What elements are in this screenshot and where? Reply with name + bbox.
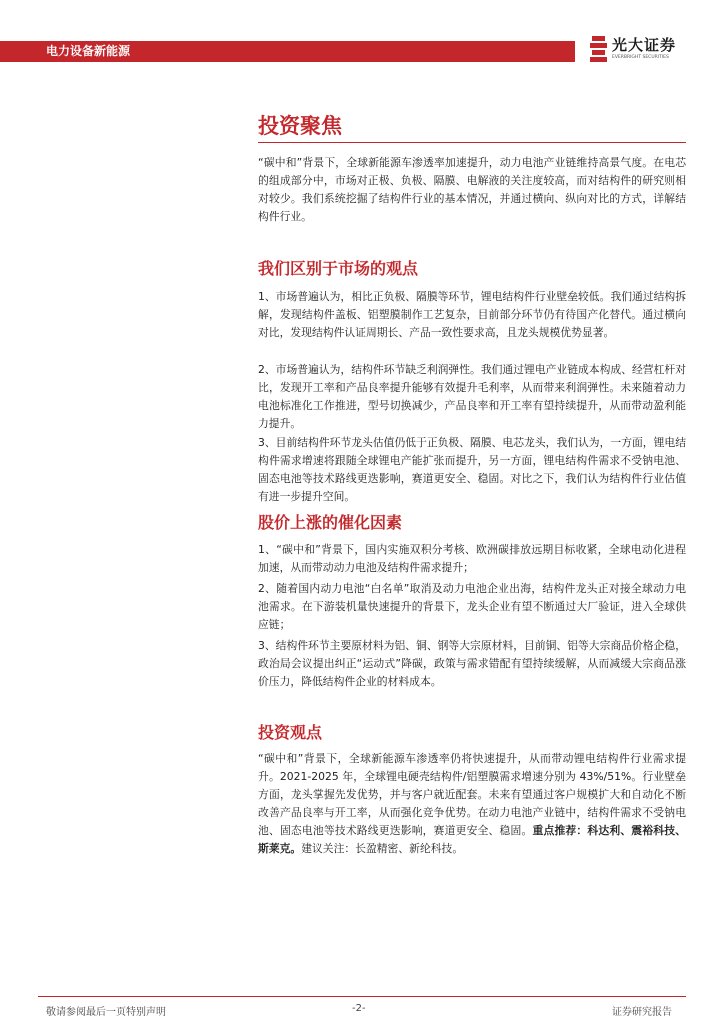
differentiated-view-3: 3、目前结构件环节龙头估值仍低于正负极、隔膜、电芯龙头，我们认为，一方面，锂电结构件需求增速将跟随全球锂电产能扩张而提升，另一方面，锂电结构件需求不受钠电池、固态电池等技术路线更迭影响，赛道更安全、稳固。对比之下，我们认为结构件行业估值有进一步提升空间。 [258, 436, 686, 503]
header-section-label: 电力设备新能源 [46, 44, 131, 58]
key-recommendations: 重点推荐：科达利、震裕科技、斯莱克。 [258, 824, 687, 855]
catalyst-1: 1、“碳中和”背景下，国内实施双积分考核、欧洲碳排放远期目标收紧，全球电动化进程加速，从而带动动力电池及结构件需求提升； [258, 543, 686, 574]
logo-english-name: EVERBRIGHT SECURITIES [612, 55, 669, 60]
catalyst-2: 2、随着国内动力电池“白名单”取消及动力电池企业出海，结构件龙头正对接全球动力电池需求。在下游装机量快速提升的背景下，龙头企业有望不断通过大厂验证，进入全球供应链； [258, 582, 686, 631]
footer-report-type: 证券研究报告 [612, 1007, 672, 1018]
footer-disclaimer: 敬请参阅最后一页特别声明 [46, 1007, 166, 1018]
investment-view-paragraph [258, 750, 686, 858]
section-title-catalysts: 股价上涨的催化因素 [258, 513, 403, 532]
investment-view-text: “碳中和”背景下，全球新能源车渗透率仍将快速提升，从而带动锂电结构件行业需求提升。2021-2025 年，全球锂电硬壳结构件/铝塑膜需求增速分别为 43%/51%。行业壁垒方面，龙头掌握先发优势，并与客户就近配套。未来有望通过客户规模扩大和自动化不断改善产品良率与开工率，从而强化竞争优势。在动力电池产业链中，结构件需求不受钠电池、固态电池等技术路线更迭影响，赛道更安全、稳固。 [258, 752, 686, 837]
footer-divider [38, 996, 686, 997]
logo-chinese-name: 光大证券 [612, 36, 677, 54]
differentiated-view-1: 1、市场普遍认为，相比正负极、隔膜等环节，锂电结构件行业壁垒较低。我们通过结构拆解，发现结构件盖板、铝塑膜制作工艺复杂，目前部分环节仍有待国产化替代。通过横向对比，发现结构件认证周期长、产品一致性要求高，且龙头规模优势显著。 [258, 290, 686, 339]
catalyst-3: 3、结构件环节主要原材料为铝、铜、钢等大宗原材料，目前铜、铝等大宗商品价格企稳，政治局会议提出纠正“运动式”降碳，政策与需求错配有望持续缓解，从而减缓大宗商品涨价压力，降低结构件企业的材料成本。 [258, 639, 686, 688]
title-divider [258, 142, 686, 143]
attention-stocks: 建议关注：长盈精密、新纶科技。 [301, 842, 464, 855]
company-logo [590, 34, 690, 68]
page-title: 投资聚焦 [258, 114, 342, 138]
intro-paragraph: “碳中和”背景下，全球新能源车渗透率加速提升，动力电池产业链维持高景气度。在电芯的组成部分中，市场对正极、负极、隔膜、电解液的关注度较高，而对结构件的研究则相对较少。我们系统挖掘了结构件行业的基本情况，并通过横向、纵向对比的方式，详解结构件行业。 [258, 156, 686, 223]
differentiated-view-2: 2、市场普遍认为，结构件环节缺乏利润弹性。我们通过锂电产业链成本构成、经营杠杆对比，发现开工率和产品良率提升能够有效提升毛利率，从而带来利润弹性。未来随着动力电池标准化工作推进，型号切换减少，产品良率和开工率有望持续提升，从而带动盈利能力提升。 [258, 363, 686, 430]
section-title-differentiated-views: 我们区别于市场的观点 [258, 259, 419, 278]
page-number: -2- [352, 1003, 366, 1014]
section-title-investment-view: 投资观点 [258, 723, 323, 742]
everbright-logo-icon [590, 36, 608, 64]
